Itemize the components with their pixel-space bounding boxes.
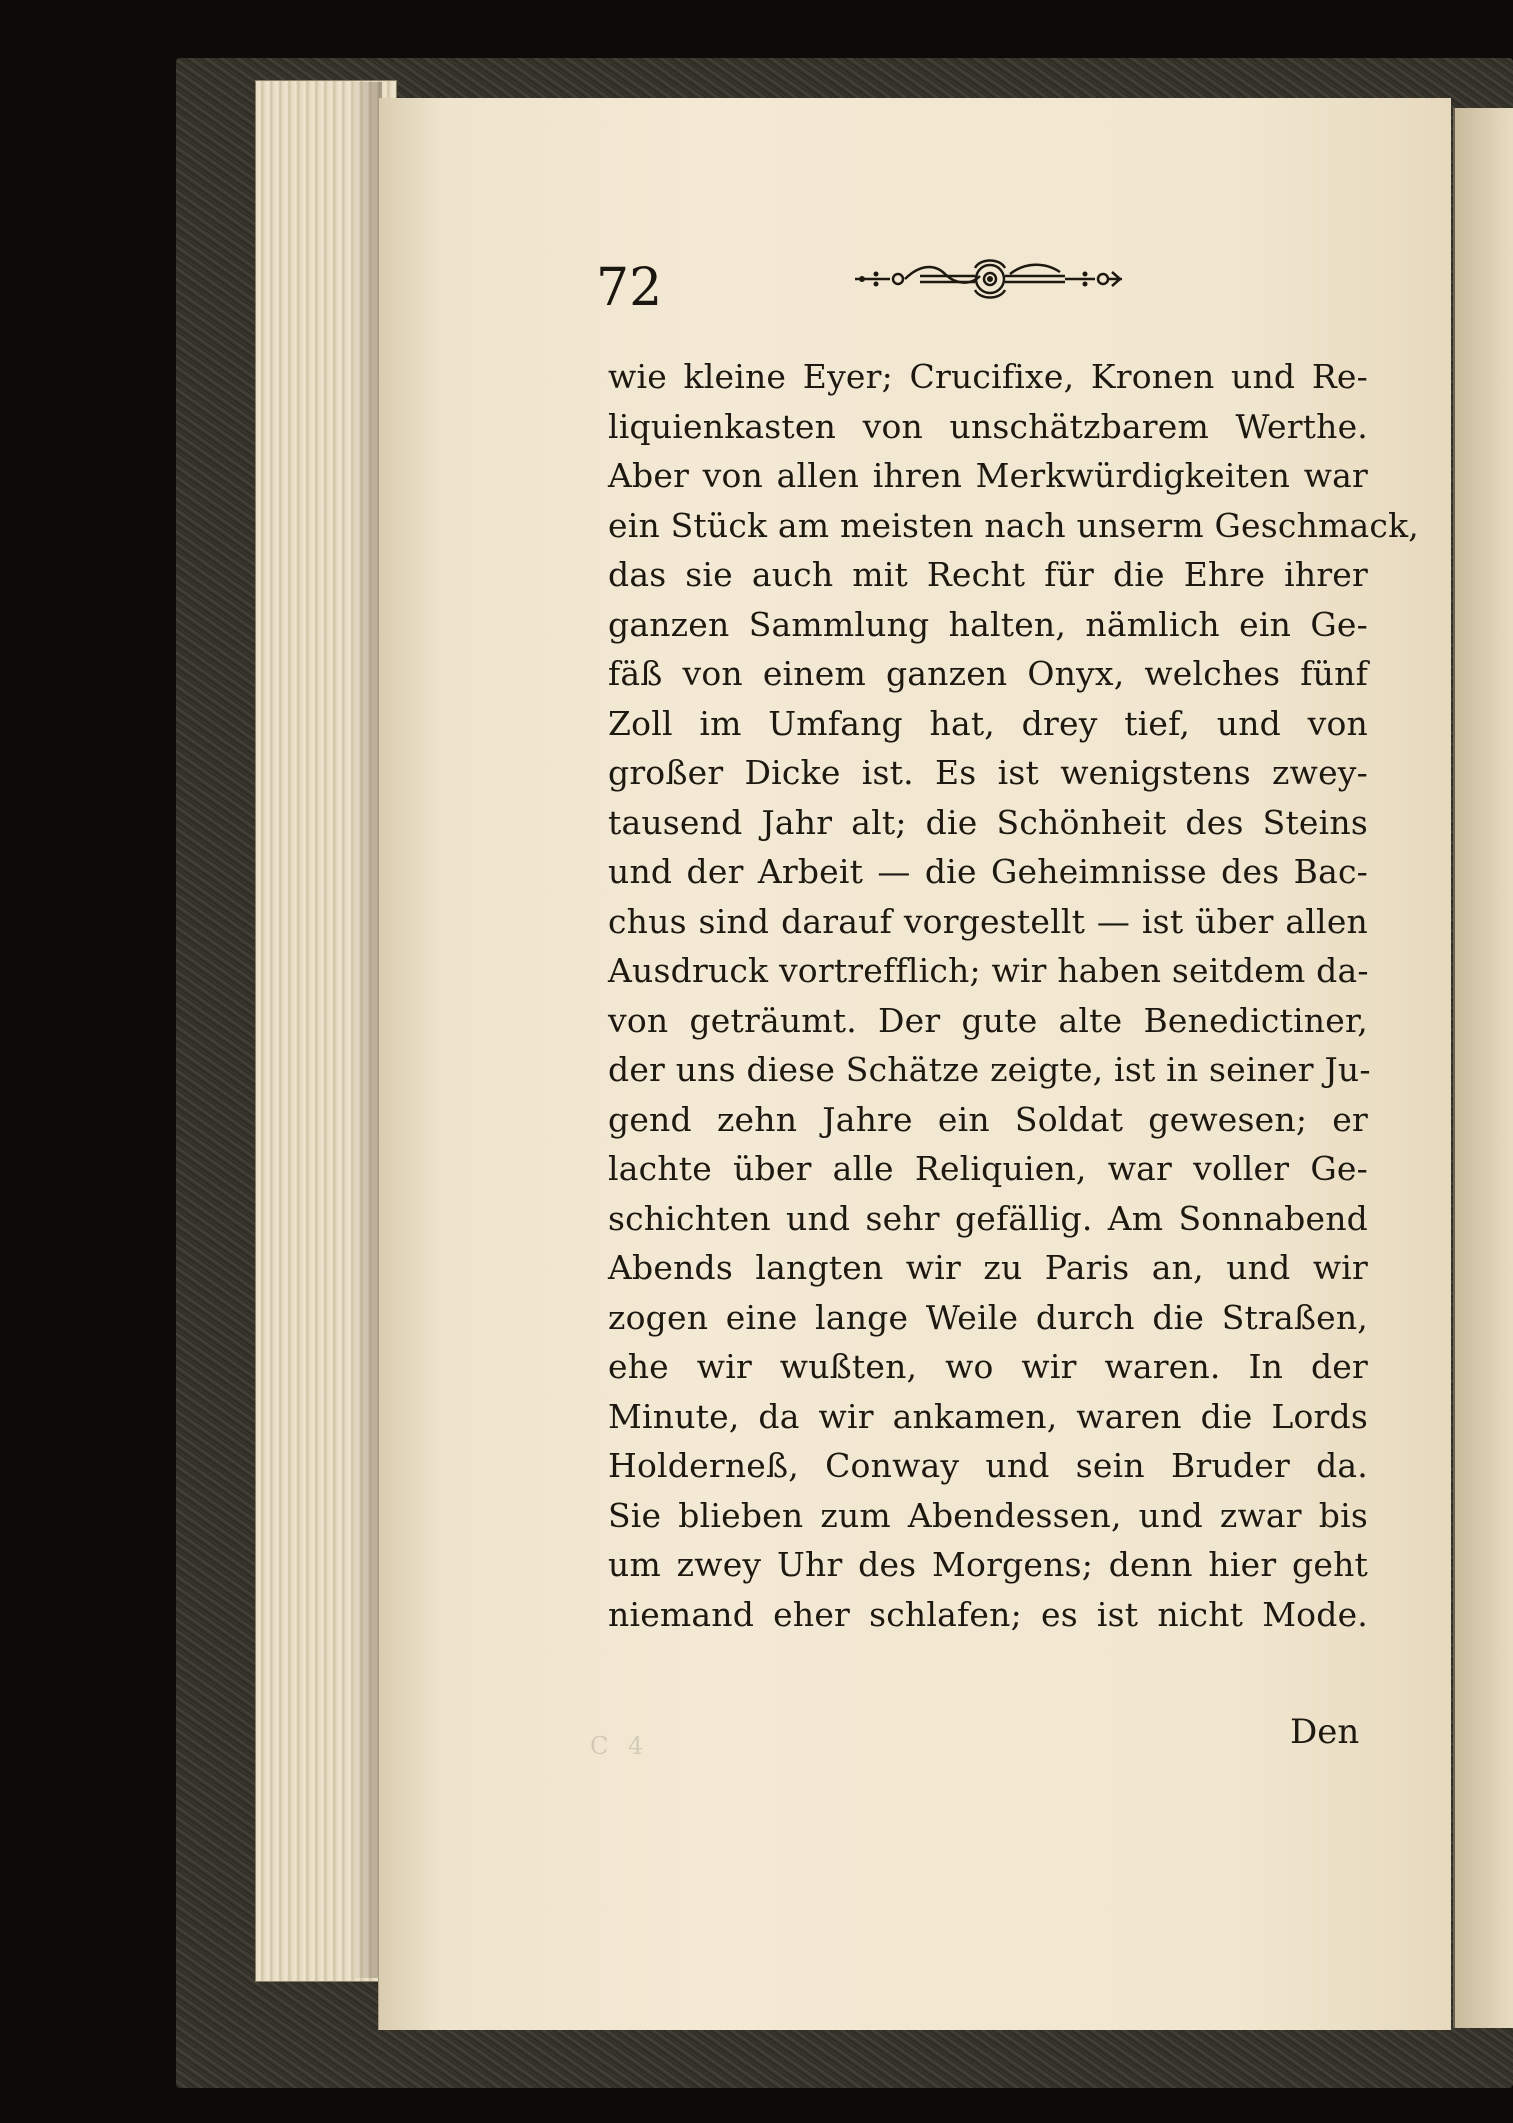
text-line: tausend Jahr alt; die Schönheit des Steins [608, 802, 1368, 842]
text-line: Zoll im Umfang hat, drey tief, und von [608, 703, 1368, 743]
text-line: ehe wir wußten, wo wir waren. In der [608, 1347, 1368, 1386]
text-line: Abends langten wir zu Paris an, und wir [608, 1248, 1368, 1287]
text-line: fäß von einem ganzen Onyx, welches fünf [608, 654, 1368, 693]
catchword: Den [1290, 1712, 1360, 1752]
text-line: großer Dicke ist. Es ist wenigstens zwey- [608, 753, 1368, 792]
text-line: Aber von allen ihren Merkwürdigkeiten war [608, 456, 1368, 495]
text-line: gend zehn Jahre ein Soldat gewesen; er [608, 1099, 1368, 1139]
bleed-through-signature: C 4 [590, 1732, 650, 1760]
text-line: niemand eher schlafen; es ist nicht Mode. [608, 1594, 1368, 1634]
text-line: Minute, da wir ankamen, waren die Lords [608, 1396, 1368, 1436]
body-text [608, 352, 1419, 1639]
text-line: der uns diese Schätze zeigte, ist in seiner Ju- [608, 1050, 1371, 1089]
text-line: lachte über alle Reliquien, war voller Ge- [608, 1149, 1368, 1188]
text-line: um zwey Uhr des Morgens; denn hier geht [608, 1545, 1368, 1584]
text-line: Sie blieben zum Abendessen, und zwar bis [608, 1495, 1368, 1535]
text-line: chus sind darauf vorgestellt — ist über allen [608, 901, 1368, 941]
text-line: schichten und sehr gefällig. Am Sonnabend [608, 1198, 1368, 1238]
text-line: zogen eine lange Weile durch die Straßen, [608, 1297, 1368, 1337]
text-line: liquienkasten von unschätzbarem Werthe. [608, 406, 1368, 446]
text-line: Ausdruck vortrefflich; wir haben seitdem da- [608, 951, 1369, 990]
text-line: von geträumt. Der gute alte Benedictiner, [608, 1000, 1368, 1040]
ornament-icon [850, 254, 1125, 304]
facing-page-edge [1453, 108, 1513, 2028]
text-line: und der Arbeit — die Geheimnisse des Bac- [608, 852, 1368, 891]
page-number: 72 [596, 258, 663, 318]
text-line: das sie auch mit Recht für die Ehre ihrer [608, 555, 1368, 594]
text-line: Holderneß, Conway und sein Bruder da. [608, 1446, 1368, 1485]
text-line: ganzen Sammlung halten, nämlich ein Ge- [608, 604, 1368, 644]
text-line: wie kleine Eyer; Crucifixe, Kronen und Re- [608, 357, 1368, 396]
text-line: ein Stück am meisten nach unserm Geschmack, [608, 505, 1419, 545]
